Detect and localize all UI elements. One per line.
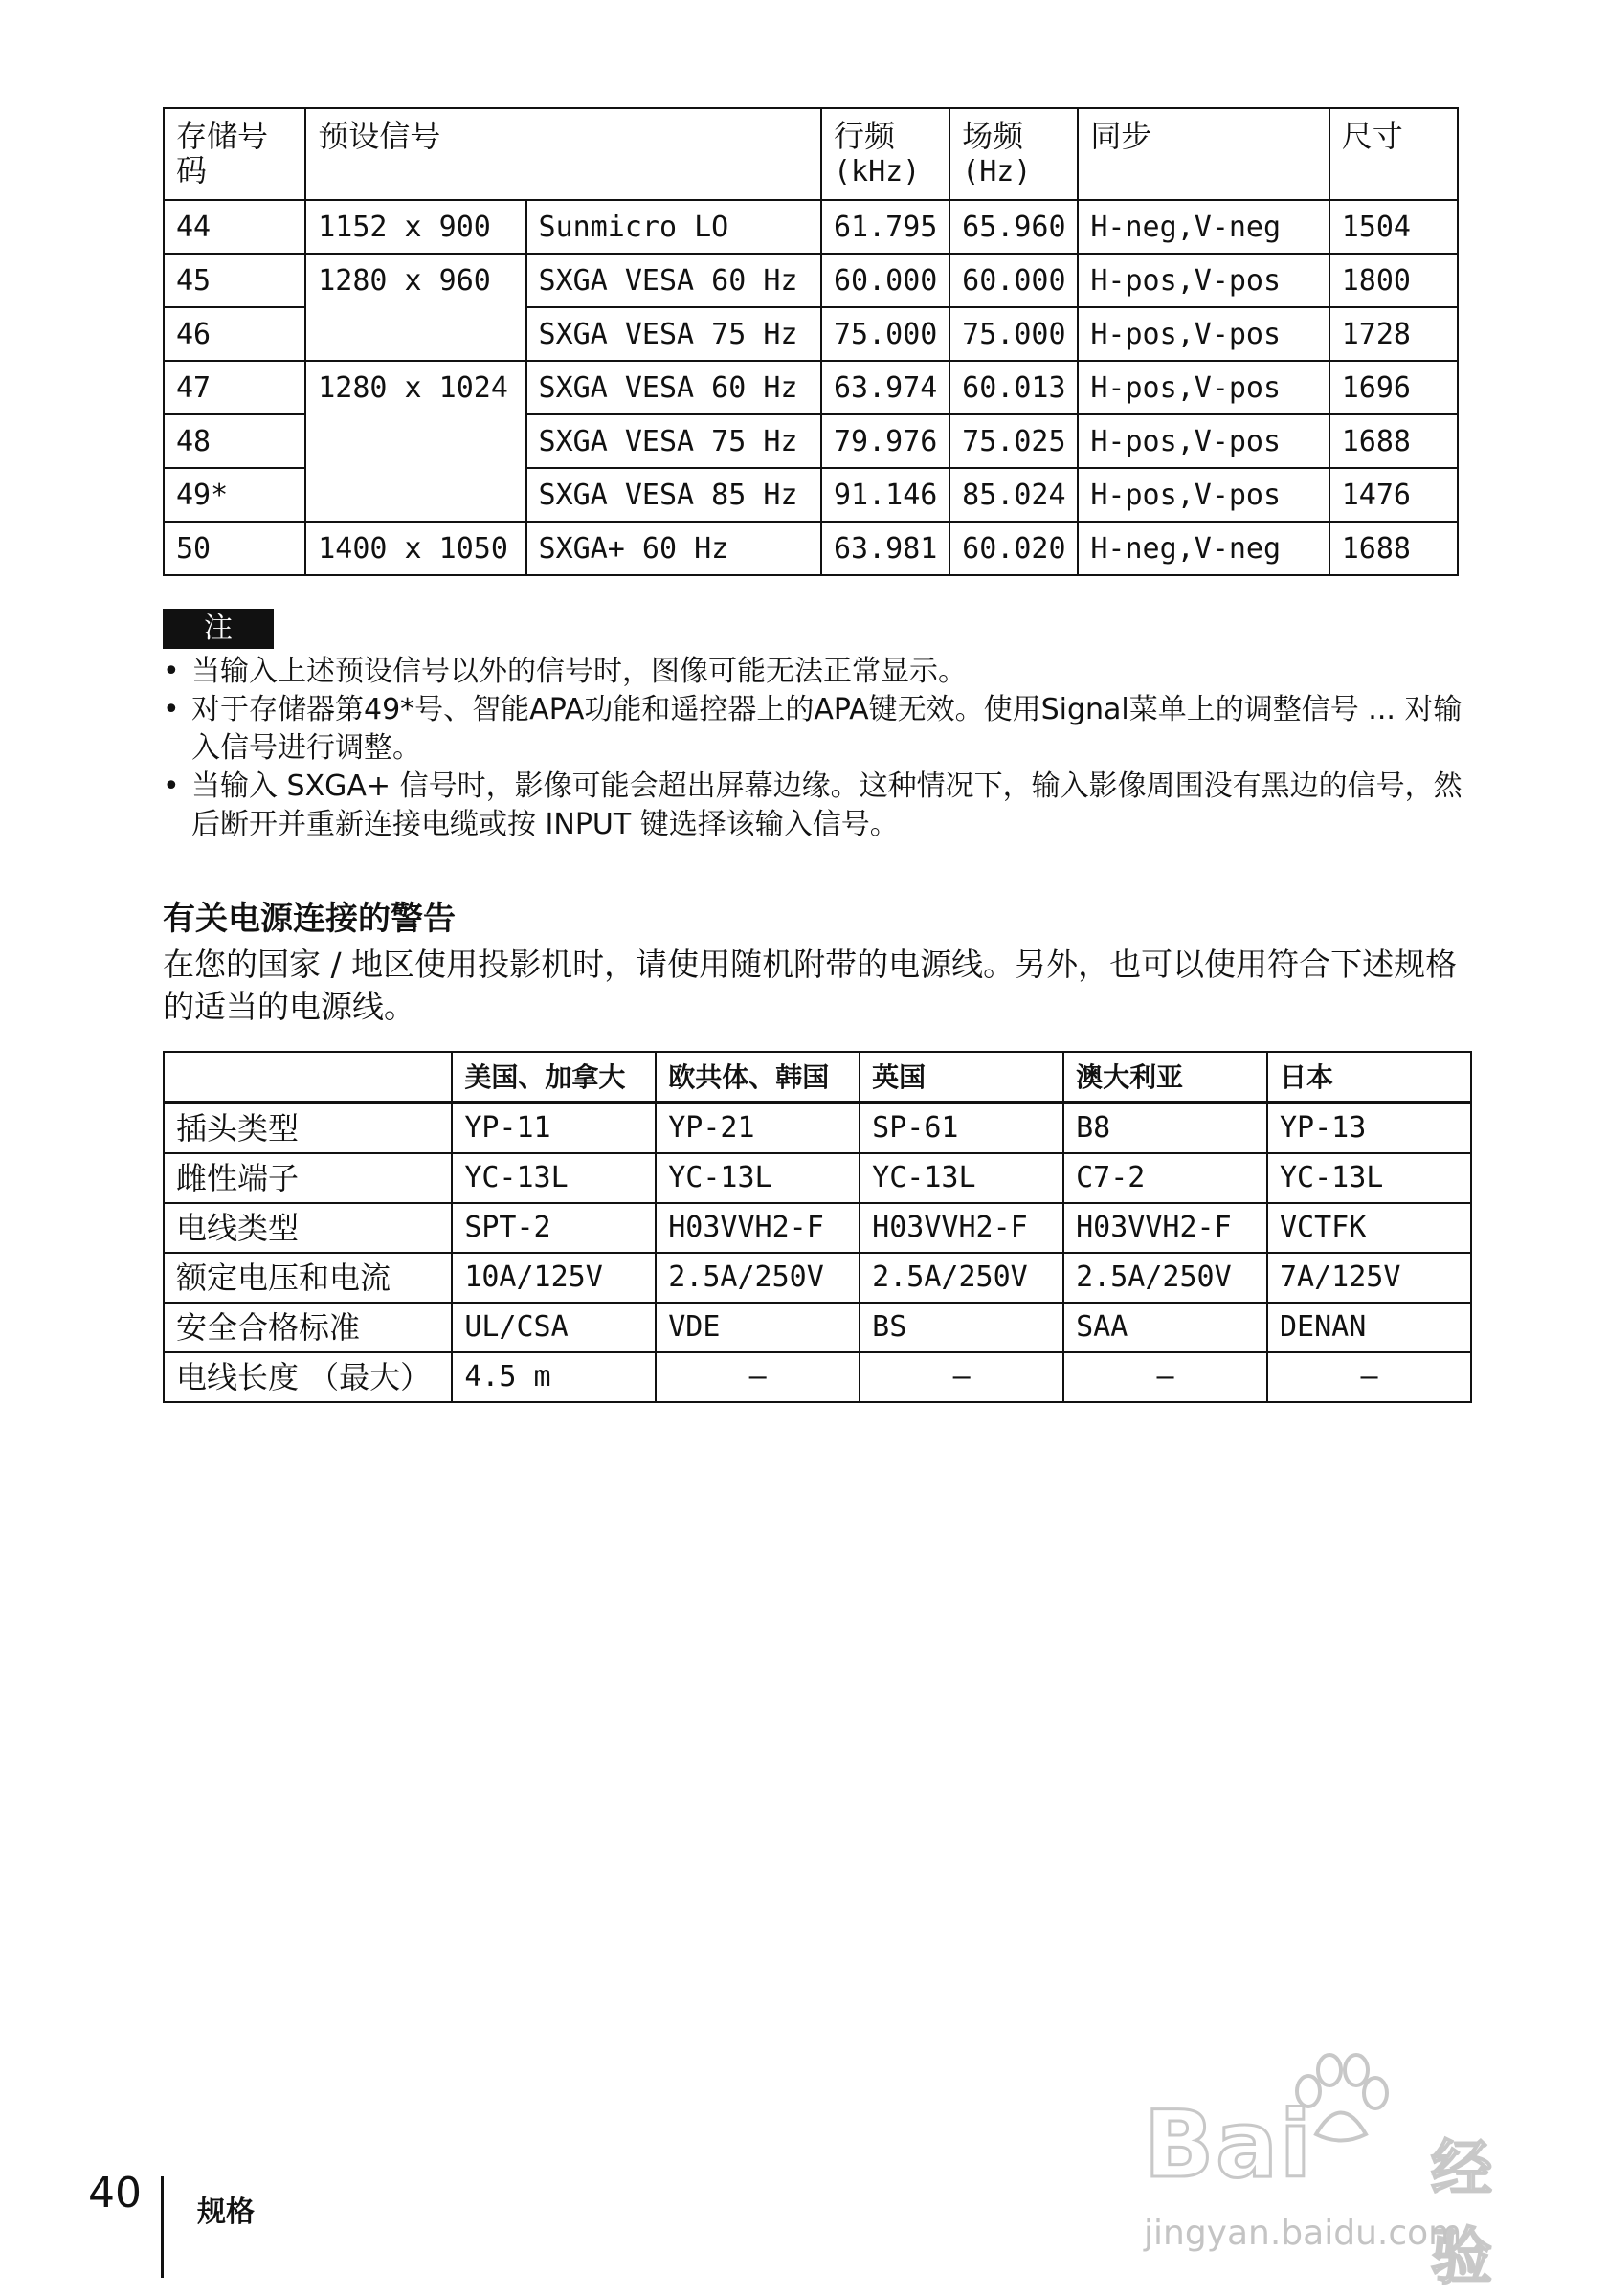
table-row: [164, 1153, 1471, 1203]
table-cell: YC-13L: [656, 1153, 860, 1203]
v-freq-unit: (Hz): [962, 155, 1032, 189]
cell-v-freq: 65.960: [949, 200, 1078, 254]
cell-mem-no: 50: [164, 522, 305, 575]
col-header-region: 日本: [1267, 1052, 1471, 1103]
table-cell: H03VVH2-F: [860, 1203, 1063, 1253]
cell-sync: H-pos,V-pos: [1078, 307, 1329, 361]
table-cell: DENAN: [1267, 1303, 1471, 1352]
cell-sync: H-pos,V-pos: [1078, 254, 1329, 307]
table-cell: B8: [1063, 1103, 1267, 1153]
cell-mem-no: 44: [164, 200, 305, 254]
table-cell: C7-2: [1063, 1153, 1267, 1203]
table-cell: VCTFK: [1267, 1203, 1471, 1253]
page-number: 40: [88, 2169, 142, 2218]
cell-sync: H-pos,V-pos: [1078, 361, 1329, 414]
cell-size: 1696: [1329, 361, 1458, 414]
cell-signal: SXGA+ 60 Hz: [526, 522, 821, 575]
col-header-mem-no: 存储号码: [164, 108, 305, 200]
cell-mem-no: 47: [164, 361, 305, 414]
footer-section-name: 规格: [197, 2196, 255, 2229]
table-cell: –: [1063, 1352, 1267, 1402]
row-label: 雌性端子: [164, 1153, 452, 1203]
table-cell: 4.5 m: [452, 1352, 656, 1402]
col-header-blank: [164, 1052, 452, 1103]
table-cell: –: [656, 1352, 860, 1402]
col-header-h-freq: [821, 108, 949, 200]
table-cell: 2.5A/250V: [656, 1253, 860, 1303]
table-cell: 2.5A/250V: [1063, 1253, 1267, 1303]
table-cell: VDE: [656, 1303, 860, 1352]
cell-signal: SXGA VESA 85 Hz: [526, 468, 821, 522]
v-freq-label: 场频: [962, 118, 1024, 154]
col-header-preset: 预设信号: [305, 108, 821, 200]
col-header-size: 尺寸: [1329, 108, 1458, 200]
cell-v-freq: 75.025: [949, 414, 1078, 468]
row-label: 电线长度 （最大）: [164, 1352, 452, 1402]
col-header-sync: 同步: [1078, 108, 1329, 200]
cell-resolution: 1280 x 960: [305, 254, 525, 361]
table-row: [164, 200, 1458, 254]
row-label: 电线类型: [164, 1203, 452, 1253]
cell-h-freq: 79.976: [821, 414, 949, 468]
table-cell: 2.5A/250V: [860, 1253, 1063, 1303]
cell-mem-no: 46: [164, 307, 305, 361]
cell-v-freq: 60.020: [949, 522, 1078, 575]
baidu-watermark: [1144, 2053, 1546, 2293]
table-cell: SAA: [1063, 1303, 1267, 1352]
section-intro: 在您的国家 / 地区使用投影机时，请使用随机附带的电源线。另外，也可以使用符合下述规格的适当的电源线。: [163, 946, 1458, 1025]
row-label: 插头类型: [164, 1103, 452, 1153]
cell-sync: H-neg,V-neg: [1078, 522, 1329, 575]
table-cell: YP-21: [656, 1103, 860, 1153]
cell-v-freq: 75.000: [949, 307, 1078, 361]
cell-signal: SXGA VESA 75 Hz: [526, 307, 821, 361]
table-cell: H03VVH2-F: [656, 1203, 860, 1253]
table-row: [164, 1352, 1471, 1402]
cell-mem-no: 48: [164, 414, 305, 468]
cell-v-freq: 85.024: [949, 468, 1078, 522]
note-item: • 当输入 SXGA+ 信号时，影像可能会超出屏幕边缘。这种情况下，输入影像周围没有黑边的信号，然后断开并重新连接电缆或按 INPUT 键选择该输入信号。: [161, 768, 1472, 844]
cell-sync: H-neg,V-neg: [1078, 200, 1329, 254]
row-label: 额定电压和电流: [164, 1253, 452, 1303]
table-row: [164, 1203, 1471, 1253]
col-header-region: 英国: [860, 1052, 1063, 1103]
table-cell: H03VVH2-F: [1063, 1203, 1267, 1253]
cell-signal: SXGA VESA 75 Hz: [526, 414, 821, 468]
table-row: [164, 522, 1458, 575]
preset-signal-table: [163, 107, 1459, 576]
table-cell: YP-13: [1267, 1103, 1471, 1153]
cell-resolution: 1280 x 1024: [305, 361, 525, 522]
table-cell: SPT-2: [452, 1203, 656, 1253]
section-heading: 有关电源连接的警告: [163, 900, 456, 938]
col-header-region: 欧共体、韩国: [656, 1052, 860, 1103]
table-cell: YP-11: [452, 1103, 656, 1153]
note-item: • 当输入上述预设信号以外的信号时，图像可能无法正常显示。: [161, 653, 1472, 691]
cell-v-freq: 60.013: [949, 361, 1078, 414]
cell-sync: H-pos,V-pos: [1078, 414, 1329, 468]
power-cord-table: [163, 1051, 1472, 1403]
table-cell: –: [1267, 1352, 1471, 1402]
table-cell: YC-13L: [1267, 1153, 1471, 1203]
h-freq-label: 行频: [833, 118, 895, 154]
table-cell: 10A/125V: [452, 1253, 656, 1303]
cell-h-freq: 60.000: [821, 254, 949, 307]
col-header-region: 澳大利亚: [1063, 1052, 1267, 1103]
cell-signal: Sunmicro LO: [526, 200, 821, 254]
cell-size: 1504: [1329, 200, 1458, 254]
cell-size: 1688: [1329, 522, 1458, 575]
note-label: 注: [163, 609, 274, 649]
note-list: [161, 653, 1472, 844]
table-row: [164, 254, 1458, 307]
watermark-logo: Bai: [1144, 2091, 1313, 2198]
table-cell: BS: [860, 1303, 1063, 1352]
cell-h-freq: 63.974: [821, 361, 949, 414]
note-item: • 对于存储器第49*号、智能APA功能和遥控器上的APA键无效。使用Signal菜单上的调整信号 ... 对输入信号进行调整。: [161, 691, 1472, 768]
table-cell: YC-13L: [860, 1153, 1063, 1203]
cell-size: 1476: [1329, 468, 1458, 522]
cell-mem-no: 45: [164, 254, 305, 307]
cell-signal: SXGA VESA 60 Hz: [526, 254, 821, 307]
watermark-logo-cn: 经验: [1431, 2134, 1492, 2293]
table-cell: UL/CSA: [452, 1303, 656, 1352]
cell-h-freq: 75.000: [821, 307, 949, 361]
cell-h-freq: 63.981: [821, 522, 949, 575]
col-header-region: 美国、加拿大: [452, 1052, 656, 1103]
cell-size: 1800: [1329, 254, 1458, 307]
cell-v-freq: 60.000: [949, 254, 1078, 307]
table-cell: YC-13L: [452, 1153, 656, 1203]
cell-resolution: 1152 x 900: [305, 200, 525, 254]
table-row: [164, 1303, 1471, 1352]
table-header-row: [164, 108, 1458, 200]
col-header-v-freq: [949, 108, 1078, 200]
table-row: [164, 361, 1458, 414]
table-row: [164, 1103, 1471, 1153]
cell-sync: H-pos,V-pos: [1078, 468, 1329, 522]
cell-size: 1688: [1329, 414, 1458, 468]
footer-divider: [161, 2176, 164, 2278]
cell-size: 1728: [1329, 307, 1458, 361]
table-row: [164, 1253, 1471, 1303]
table-header-row: [164, 1052, 1471, 1103]
h-freq-unit: (kHz): [833, 155, 921, 189]
row-label: 安全合格标准: [164, 1303, 452, 1352]
table-cell: 7A/125V: [1267, 1253, 1471, 1303]
table-cell: SP-61: [860, 1103, 1063, 1153]
cell-signal: SXGA VESA 60 Hz: [526, 361, 821, 414]
cell-resolution: 1400 x 1050: [305, 522, 525, 575]
cell-mem-no: 49*: [164, 468, 305, 522]
cell-h-freq: 61.795: [821, 200, 949, 254]
cell-h-freq: 91.146: [821, 468, 949, 522]
watermark-url: jingyan.baidu.com: [1144, 2214, 1463, 2253]
table-cell: –: [860, 1352, 1063, 1402]
